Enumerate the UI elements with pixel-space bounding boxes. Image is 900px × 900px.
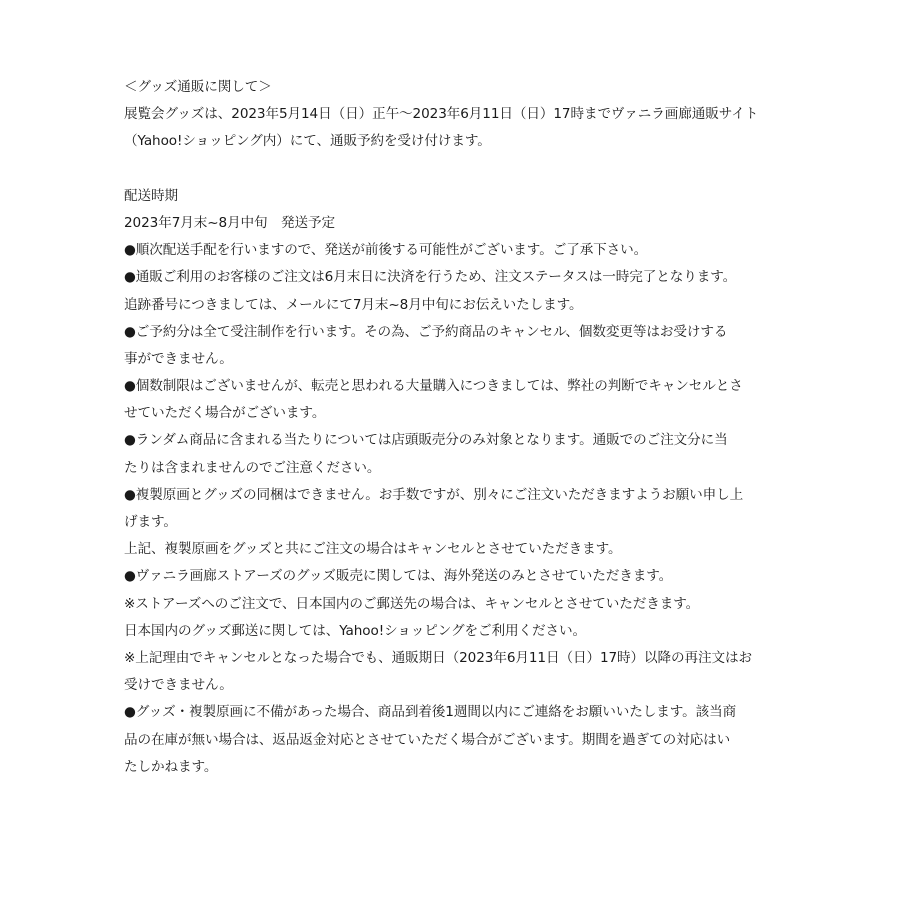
notice-document: [124, 74, 784, 781]
note-line: ●ご予約分は全て受注制作を行います。その為、ご予約商品のキャンセル、個数変更等はお受けする: [124, 323, 728, 340]
note-line: ●順次配送手配を行いますので、発送が前後する可能性がございます。ご了承下さい。: [124, 242, 648, 259]
note-line: 日本国内のグッズ郵送に関しては、Yahoo!ショッピングをご利用ください。: [124, 622, 586, 639]
note-line: げます。: [124, 514, 177, 530]
note-line: ●ヴァニラ画廊ストアーズのグッズ販売に関しては、海外発送のみとさせていただきます。: [124, 568, 673, 585]
shipping-title: 配送時期: [124, 187, 178, 204]
intro-line: 展覧会グッズは、2023年5月14日（日）正午〜2023年6月11日（日）17時までヴァニラ画廊通販サイト: [124, 106, 759, 123]
note-line: たりは含まれませんのでご注意ください。: [124, 459, 381, 476]
note-line: ※ストアーズへのご注文で、日本国内のご郵送先の場合は、キャンセルとさせていただきます。: [124, 595, 700, 612]
notice-heading: ＜グッズ通販に関して＞: [124, 79, 272, 95]
note-line: ●複製原画とグッズの同梱はできません。お手数ですが、別々にご注文いただきますようお願い申し上: [124, 486, 744, 503]
note-line: 事ができません。: [124, 350, 233, 367]
spacer: [124, 156, 784, 183]
note-line: ●グッズ・複製原画に不備があった場合、商品到着後1週間以内にご連絡をお願いいたします。該当商: [124, 704, 737, 721]
note-line: 品の在庫が無い場合は、返品返金対応とさせていただく場合がございます。期間を過ぎての対応はい: [124, 731, 731, 748]
note-line: ●通販ご利用のお客様のご注文は6月末日に決済を行うため、注文ステータスは一時完了となります。: [124, 269, 737, 286]
note-line: 上記、複製原画をグッズと共にご注文の場合はキャンセルとさせていただきます。: [124, 541, 622, 558]
note-line: ●ランダム商品に含まれる当たりについては店頭販売分のみ対象となります。通販でのご注文分に当: [124, 432, 728, 449]
note-line: ●個数制限はございませんが、転売と思われる大量購入につきましては、弊社の判断でキャンセルとさ: [124, 378, 743, 395]
note-line: 受けできません。: [124, 677, 233, 694]
note-line: せていただく場合がございます。: [124, 405, 326, 422]
note-line: たしかねます。: [124, 758, 218, 775]
note-line: 追跡番号につきましては、メールにて7月末~8月中旬にお伝えいたします。: [124, 296, 583, 313]
intro-line: （Yahoo!ショッピング内）にて、通販予約を受け付けます。: [124, 133, 491, 150]
shipping-period: 2023年7月末~8月中旬 発送予定: [124, 214, 336, 231]
note-line: ※上記理由でキャンセルとなった場合でも、通販期日（2023年6月11日（日）17時）以降の再注文はお: [124, 649, 752, 666]
